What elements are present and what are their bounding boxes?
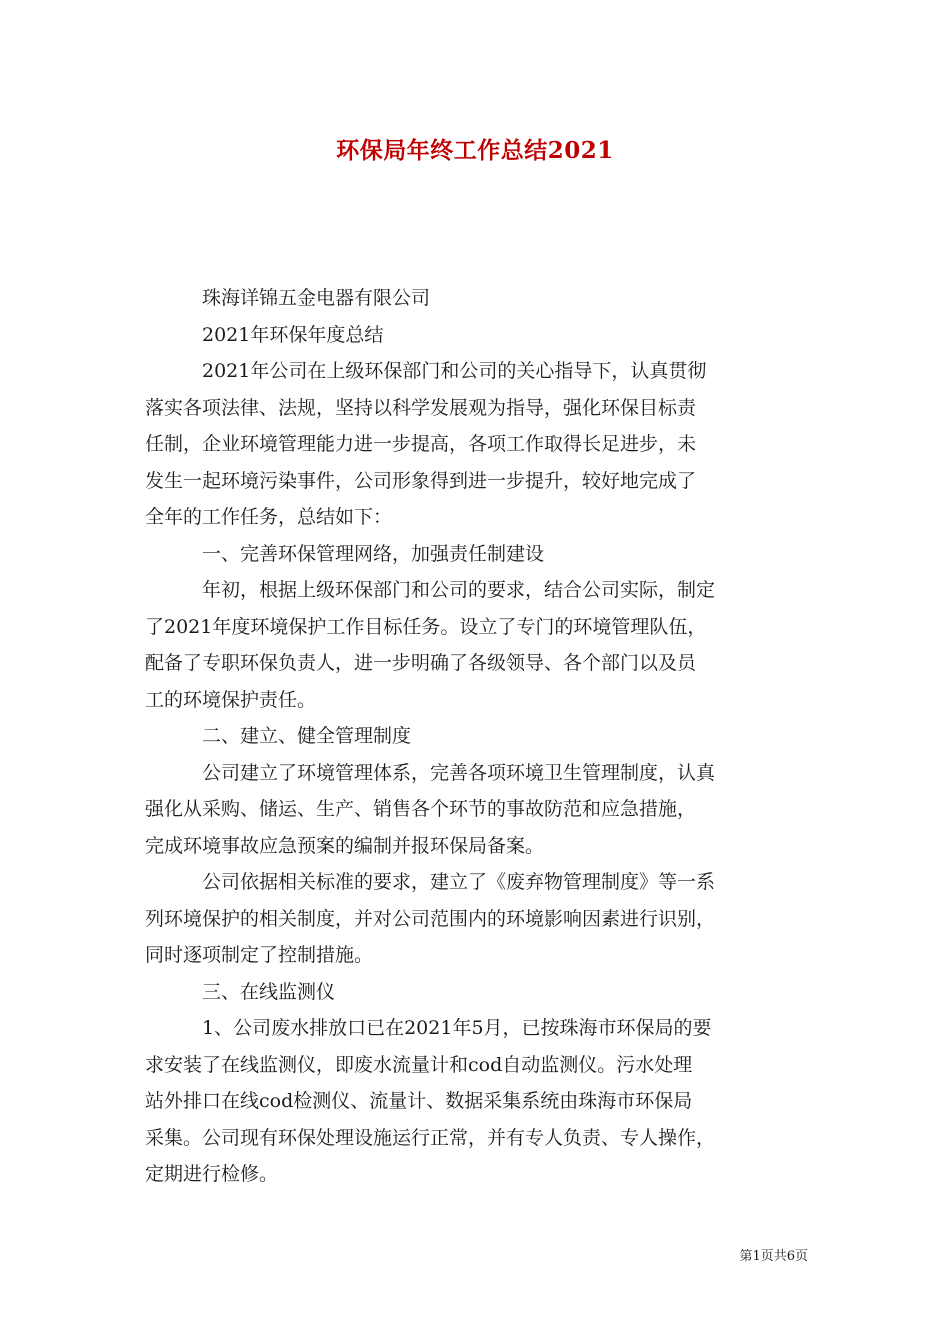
body-line: 年初，根据上级环保部门和公司的要求，结合公司实际，制定	[202, 579, 716, 601]
body-line: 2021年环保年度总结	[202, 323, 384, 346]
body-line: 2021年公司在上级环保部门和公司的关心指导下，认真贯彻	[202, 360, 707, 382]
body-line: 求安装了在线监测仪，即废水流量计和cod自动监测仪。污水处理	[145, 1053, 693, 1076]
body-line: 发生一起环境污染事件，公司形象得到进一步提升，较好地完成了	[145, 469, 697, 492]
body-line: 同时逐项制定了控制措施。	[145, 944, 374, 966]
body-line: 1、公司废水排放口已在2021年5月，已按珠海市环保局的要	[202, 1017, 712, 1039]
body-line: 落实各项法律、法规，坚持以科学发展观为指导，强化环保目标责	[145, 396, 697, 419]
body-line: 完成环境事故应急预案的编制并报环保局备案。	[145, 834, 545, 857]
body-line: 公司建立了环境管理体系，完善各项环境卫生管理制度，认真	[202, 761, 716, 784]
page-number: 第1页共6页	[739, 1249, 808, 1264]
body-line: 定期进行检修。	[145, 1163, 279, 1185]
body-line: 一、完善环保管理网络，加强责任制建设	[202, 542, 545, 565]
body-line: 站外排口在线cod检测仪、流量计、数据采集系统由珠海市环保局	[145, 1090, 693, 1112]
body-line: 三、在线监测仪	[202, 980, 336, 1003]
body-line: 配备了专职环保负责人，进一步明确了各级领导、各个部门以及员	[145, 652, 697, 674]
body-line: 采集。公司现有环保处理设施运行正常，并有专人负责、专人操作，	[145, 1126, 716, 1149]
body-line: 了2021年度环境保护工作目标任务。设立了专门的环境管理队伍，	[145, 615, 707, 638]
body-line: 珠海详锦五金电器有限公司	[202, 287, 431, 309]
document-title: 环保局年终工作总结2021	[336, 137, 614, 164]
document-body	[145, 280, 811, 1193]
body-line: 强化从采购、储运、生产、销售各个环节的事故防范和应急措施，	[145, 798, 697, 820]
body-line: 任制，企业环境管理能力进一步提高，各项工作取得长足进步，未	[145, 433, 697, 455]
body-line: 二、建立、健全管理制度	[202, 725, 412, 747]
body-line: 工的环境保护责任。	[145, 688, 317, 711]
body-line: 全年的工作任务，总结如下：	[145, 506, 393, 528]
body-line: 列环境保护的相关制度，并对公司范围内的环境影响因素进行识别，	[145, 907, 716, 930]
body-line: 公司依据相关标准的要求，建立了《废弃物管理制度》等一系	[202, 871, 716, 893]
